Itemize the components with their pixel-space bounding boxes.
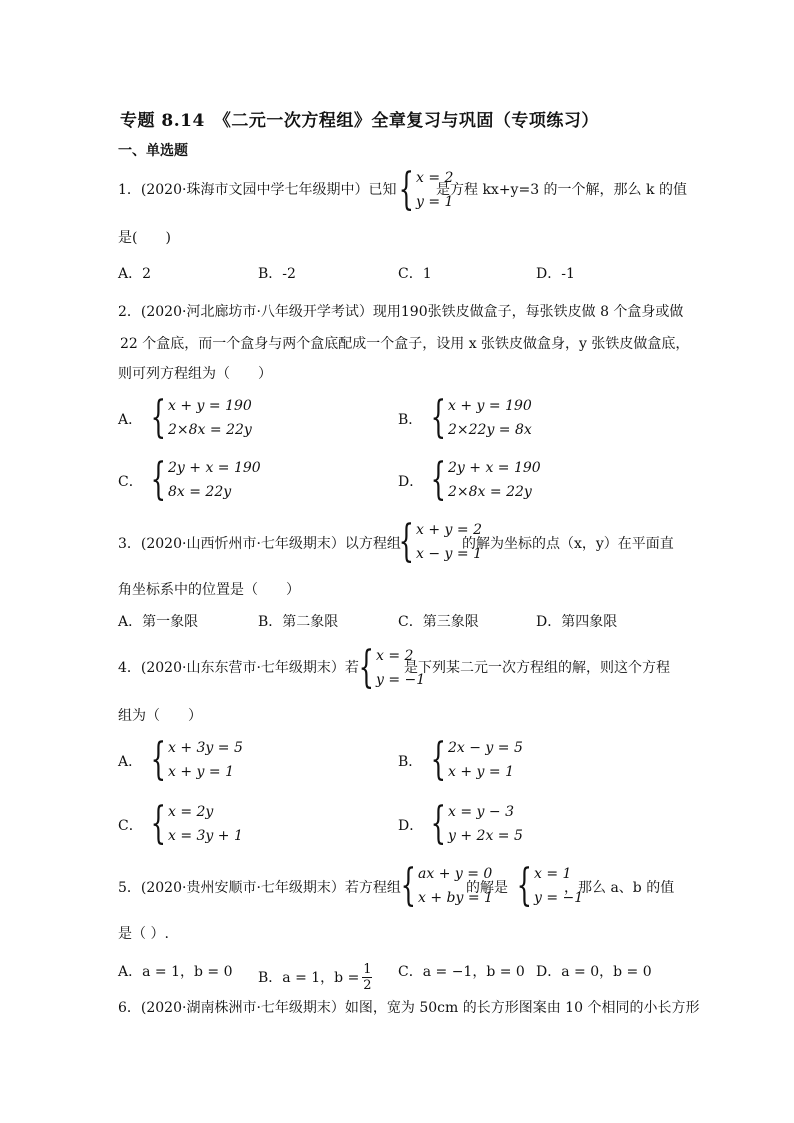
q2-option-b-system [418,394,532,442]
brace-icon: { [430,734,446,785]
brace-icon: { [516,860,532,911]
q3-option-c: C．第三象限 [398,614,479,630]
equation: 2y + x = 190 [448,460,541,476]
q4-stem-start: 4．(2020·山东东营市·七年级期末）若 [118,660,359,676]
q5-stem-end: ，那么 a、b 的值 [564,880,675,896]
equation: y = 1 [416,194,454,210]
equation: 2y + x = 190 [168,460,261,476]
q2-option-d-system [418,456,541,504]
fraction-denominator: 2 [363,978,372,993]
q4-option-c-system [138,800,243,848]
equation: x + y = 1 [168,764,234,780]
q2-option-b-label: B． [398,412,423,428]
q1-stem-end: 是方程 kx+y=3 的一个解，那么 k 的值 [436,182,687,198]
q4-option-c-label: C． [118,818,143,834]
equation: x + y = 190 [168,398,252,414]
q6-stem-line1: 6．(2020·湖南株洲市·七年级期末）如图，宽为 50cm 的长方形图案由 10 个相同的小长方形 [118,1000,700,1016]
brace-icon: { [358,642,374,693]
section-heading: 一、单选题 [118,143,188,159]
brace-icon: { [430,392,446,443]
q1-option-a: A．2 [118,266,152,282]
brace-icon: { [400,860,416,911]
fraction-numerator: 1 [363,962,372,977]
q5-option-b-text: B．a = 1，b = [258,969,360,986]
equation: 8x = 22y [168,484,232,500]
q4-stem-line2: 组为（ ） [118,708,202,724]
q2-stem-line3: 则可列方程组为（ ） [118,366,272,382]
equation: x = 1 [534,866,572,882]
q4-option-d-system [418,800,523,848]
q3-stem-line2: 角坐标系中的位置是（ ） [118,582,300,598]
q3-stem-start: 3．(2020·山西忻州市·七年级期末）以方程组 [118,536,401,552]
q1-stem-line2: 是( ) [118,230,171,246]
equation: x + y = 1 [448,764,514,780]
q3-option-b: B．第二象限 [258,614,339,630]
q3-option-d: D．第四象限 [536,614,618,630]
q5-option-a: A．a = 1，b = 0 [118,964,233,980]
q4-option-b-system [418,736,523,784]
equation: x + y = 2 [416,522,482,538]
q4-option-a-system [138,736,243,784]
equation: ax + y = 0 [418,866,493,882]
equation: x = 2y [168,804,214,820]
brace-icon: { [150,734,166,785]
brace-icon: { [150,454,166,505]
q4-option-a-label: A． [118,754,143,770]
brace-icon: { [150,798,166,849]
equation: x = y − 3 [448,804,514,820]
q3-stem-end: 的解为坐标的点（x，y）在平面直 [462,536,674,552]
equation: y = −1 [534,890,584,906]
equation: y + 2x = 5 [448,828,523,844]
equation: x = 2 [416,170,454,186]
equation: x + y = 190 [448,398,532,414]
q1-stem-start: 1．(2020·珠海市文园中学七年级期中）已知 [118,182,397,198]
equation: x − y = 1 [416,546,482,562]
page-title: 专题 8.14 《二元一次方程组》全章复习与巩固（专项练习） [120,111,599,131]
equation: x + by = 1 [418,890,493,906]
q5-stem-start: 5．(2020·贵州安顺市·七年级期末）若方程组 [118,880,401,896]
equation: 2×8x = 22y [168,422,252,438]
equation: 2×8x = 22y [448,484,532,500]
q4-option-b-label: B． [398,754,423,770]
brace-icon: { [430,798,446,849]
equation: x = 3y + 1 [168,828,243,844]
q5-option-c: C．a = −1，b = 0 [398,964,525,980]
equation: y = −1 [376,672,426,688]
q2-stem-line2: 22 个盒底，而一个盒身与两个盒底配成一个盒子，设用 x 张铁皮做盒身，y 张铁皮做盒底， [120,336,690,352]
equation: x + 3y = 5 [168,740,243,756]
q1-option-d: D．-1 [536,266,575,282]
q2-option-a-system [138,394,252,442]
brace-icon: { [150,392,166,443]
q1-option-c: C．1 [398,266,432,282]
q5-option-b [258,962,372,993]
q5-stem-line2: 是（ ）. [118,926,169,942]
brace-icon: { [398,164,414,215]
q4-option-d-label: D． [398,818,424,834]
q2-stem-line1: 2．(2020·河北廊坊市·八年级开学考试）现用190张铁皮做盒子，每张铁皮做 8 个盒身或做 [118,304,684,320]
fraction [362,962,372,993]
q2-option-d-label: D． [398,474,424,490]
q2-option-c-system [138,456,261,504]
equation: 2×22y = 8x [448,422,532,438]
q2-option-c-label: C． [118,474,143,490]
equation: 2x − y = 5 [448,740,523,756]
equation: x = 2 [376,648,414,664]
brace-icon: { [430,454,446,505]
q5-option-d: D．a = 0，b = 0 [536,964,652,980]
q4-stem-end: 是下列某二元一次方程组的解，则这个方程 [404,660,670,676]
q5-stem-mid: 的解是 [466,880,508,896]
q1-option-b: B．-2 [258,266,296,282]
q3-option-a: A．第一象限 [118,614,199,630]
q2-option-a-label: A． [118,412,143,428]
brace-icon: { [398,516,414,567]
